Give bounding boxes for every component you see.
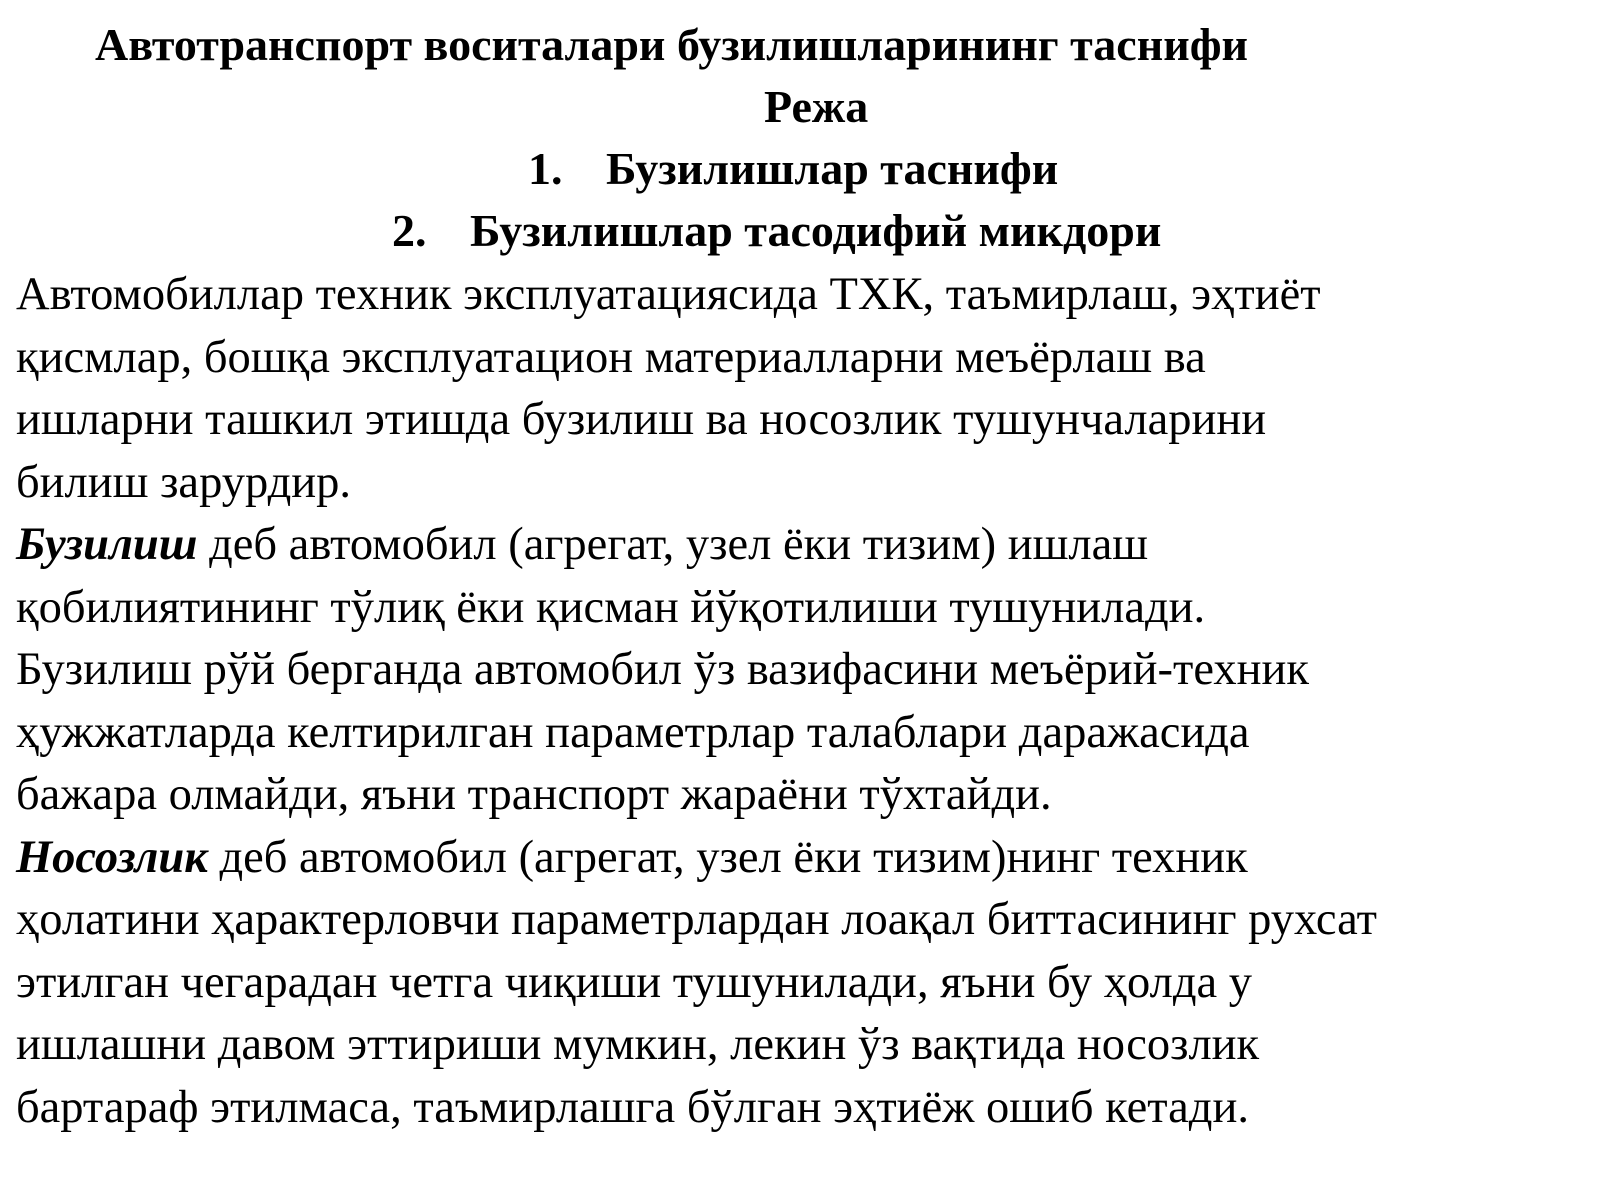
document-title: Автотранспорт воситалари бузилишларининг таснифи — [95, 19, 1249, 70]
paragraph-line: бажара олмайди, яъни транспорт жараёни тўхтайди. — [16, 769, 1052, 820]
paragraph-line: ҳужжатларда келтирилган параметрлар талаблари даражасида — [16, 707, 1250, 758]
paragraph-line: қисмлар, бошқа эксплуатацион материалларни меъёрлаш ва — [16, 332, 1206, 383]
definition-line — [16, 513, 1148, 577]
definition-text: деб автомобил (агрегат, узел ёки тизим)нинг техник — [207, 832, 1248, 883]
defined-term: Бузилиш — [16, 519, 198, 570]
paragraph-line: бартараф этилмаса, таъмирлашга бўлган эҳтиёж ошиб кетади. — [16, 1082, 1249, 1133]
plan-item-text: Бузилишлар тасодифий микдори — [470, 205, 1162, 256]
plan-item-number: 1. — [528, 143, 563, 194]
paragraph-line: Бузилиш рўй берганда автомобил ўз вазифасини меъёрий-техник — [16, 644, 1309, 695]
plan-item — [528, 138, 1058, 200]
paragraph-line: ҳолатини ҳарактерловчи параметрлардан лоақал биттасининг рухсат — [16, 894, 1377, 945]
defined-term: Носозлик — [16, 832, 208, 883]
definition-text: деб автомобил (агрегат, узел ёки тизим) ишлаш — [197, 519, 1149, 570]
plan-heading: Режа — [764, 81, 869, 132]
paragraph-line: ишларни ташкил этишда бузилиш ва носозлик тушунчаларини — [16, 394, 1267, 445]
paragraph-line: қобилиятининг тўлиқ ёки қисман йўқотилиши тушунилади. — [16, 582, 1206, 633]
plan-item-number: 2. — [392, 205, 427, 256]
paragraph-line: билиш зарурдир. — [16, 457, 352, 508]
plan-item-text: Бузилишлар таснифи — [606, 143, 1059, 194]
plan-item — [392, 200, 1161, 262]
paragraph-line: ишлашни давом эттириши мумкин, лекин ўз вақтида носозлик — [16, 1019, 1260, 1070]
paragraph-line: этилган чегарадан четга чиқиши тушунилади, яъни бу ҳолда у — [16, 957, 1253, 1008]
definition-line — [16, 826, 1248, 890]
paragraph-line: Автомобиллар техник эксплуатациясида ТХК, таъмирлаш, эҳтиёт — [16, 269, 1321, 320]
